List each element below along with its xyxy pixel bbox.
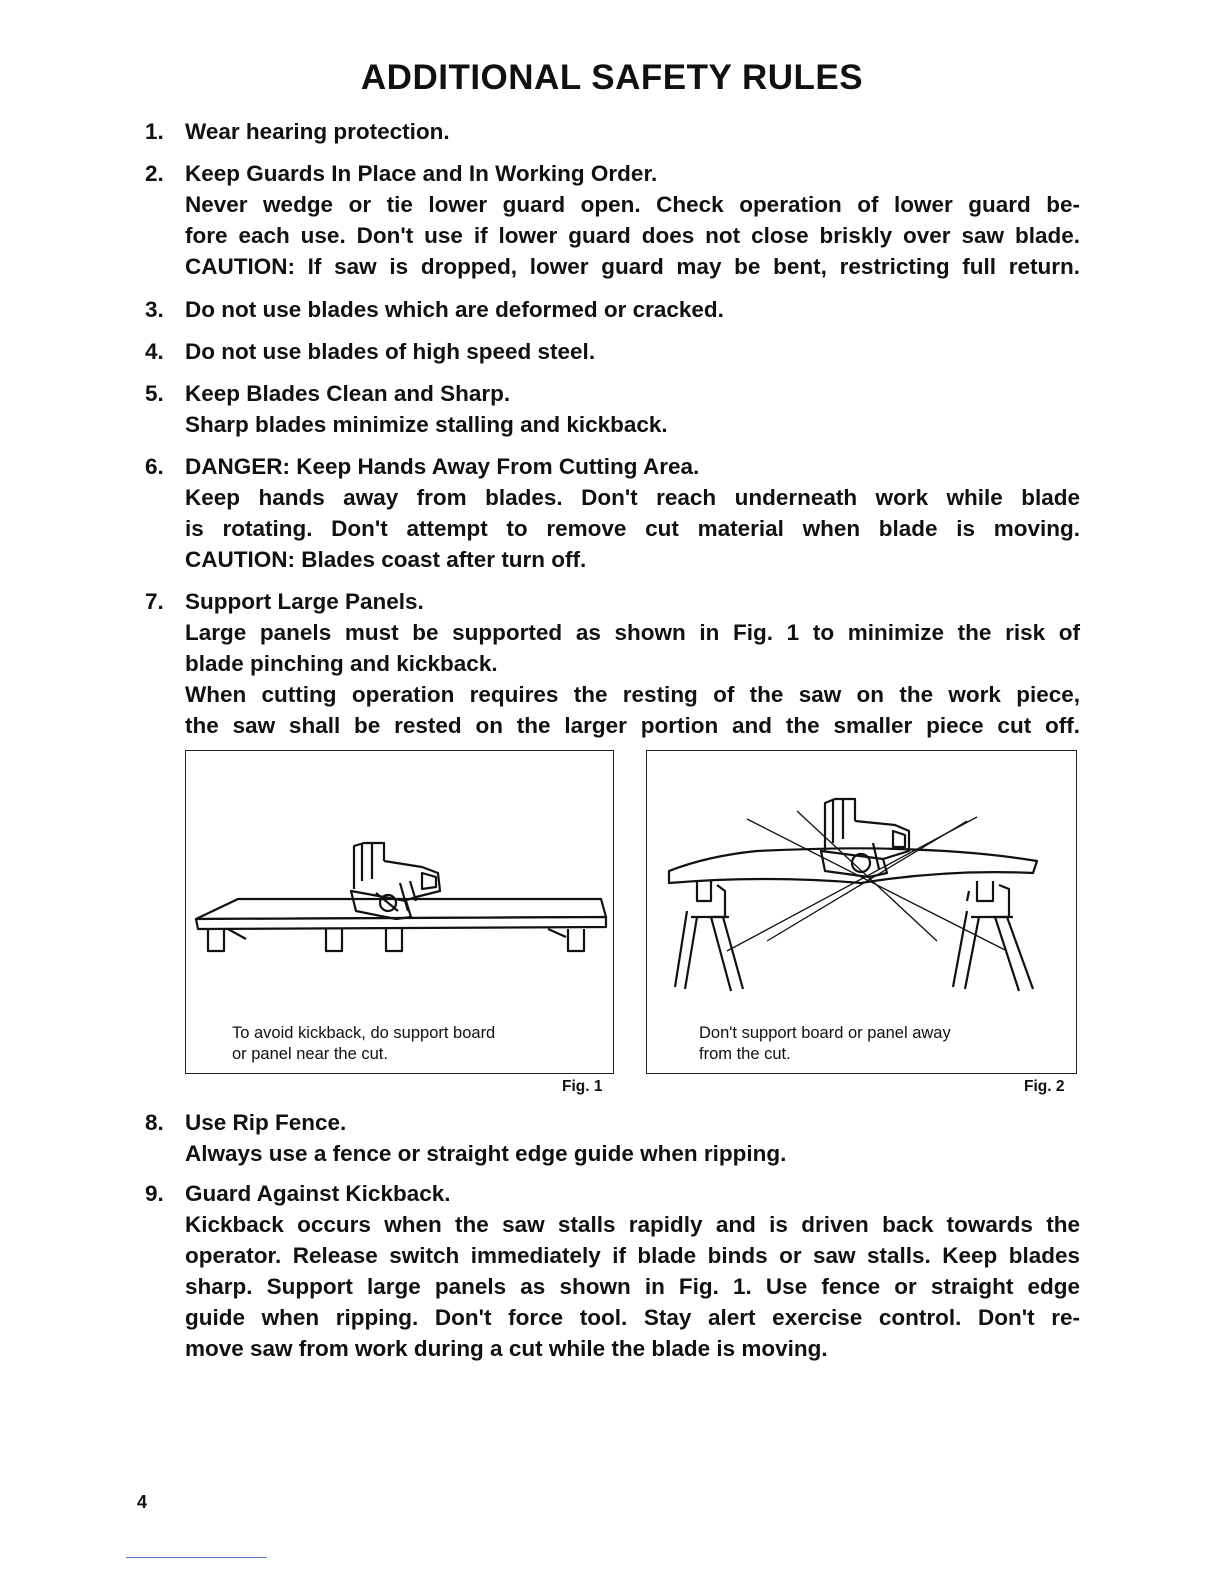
rule-text-line: Large panels must be supported as shown in Fig. 1 to minimize the risk of <box>185 620 1080 645</box>
figure-2-caption-line: Don't support board or panel away <box>699 1024 951 1042</box>
rule-text-line: CAUTION: If saw is dropped, lower guard may be bent, restricting full return. <box>185 254 1080 279</box>
rule-text-line: Keep hands away from blades. Don't reach underneath work while blade <box>185 485 1080 510</box>
rule-text-line: move saw from work during a cut while the blade is moving. <box>185 1336 828 1361</box>
rule-number: 9. <box>145 1181 164 1206</box>
rule-text-line: guide when ripping. Don't force tool. Stay alert exercise control. Don't re- <box>185 1305 1080 1330</box>
rule-number: 1. <box>145 119 164 144</box>
rule-text-line: When cutting operation requires the resting of the saw on the work piece, <box>185 682 1080 707</box>
page-title: ADDITIONAL SAFETY RULES <box>360 58 864 97</box>
figure-2-caption-line: from the cut. <box>699 1045 791 1063</box>
rule-heading: Do not use blades which are deformed or cracked. <box>185 297 724 322</box>
figure-1-label: Fig. 1 <box>562 1078 603 1095</box>
rule-number: 8. <box>145 1110 164 1135</box>
rule-heading: Wear hearing protection. <box>185 119 450 144</box>
rule-text-line: fore each use. Don't use if lower guard does not close briskly over saw blade. <box>185 223 1080 248</box>
rule-text-line: Kickback occurs when the saw stalls rapidly and is driven back towards the <box>185 1212 1080 1237</box>
rule-text-line: Sharp blades minimize stalling and kickback. <box>185 412 668 437</box>
rule-heading: Guard Against Kickback. <box>185 1181 451 1206</box>
rule-heading: Keep Blades Clean and Sharp. <box>185 381 511 406</box>
rule-number: 7. <box>145 589 164 614</box>
figure-2-box <box>646 750 1077 1074</box>
rule-number: 3. <box>145 297 164 322</box>
figure-1-box <box>185 750 614 1074</box>
rule-heading: Do not use blades of high speed steel. <box>185 339 596 364</box>
rule-text-line: Never wedge or tie lower guard open. Check operation of lower guard be- <box>185 192 1080 217</box>
rule-number: 6. <box>145 454 164 479</box>
rule-number: 5. <box>145 381 164 406</box>
rule-text-line: is rotating. Don't attempt to remove cut material when blade is moving. <box>185 516 1080 541</box>
rule-heading: Use Rip Fence. <box>185 1110 347 1135</box>
figure-1-caption-line: or panel near the cut. <box>232 1045 388 1063</box>
rule-number: 4. <box>145 339 164 364</box>
rule-text-line: sharp. Support large panels as shown in Fig. 1. Use fence or straight edge <box>185 1274 1080 1299</box>
rule-heading: DANGER: Keep Hands Away From Cutting Area. <box>185 454 700 479</box>
figure-2-label: Fig. 2 <box>1024 1078 1065 1095</box>
page-number: 4 <box>137 1492 148 1512</box>
rule-heading: Support Large Panels. <box>185 589 424 614</box>
rule-text-line: CAUTION: Blades coast after turn off. <box>185 547 587 572</box>
footer-divider <box>126 1557 267 1558</box>
figure-2-caption <box>699 1023 951 1065</box>
rule-text-line: the saw shall be rested on the larger portion and the smaller piece cut off. <box>185 713 1080 738</box>
rule-heading: Keep Guards In Place and In Working Order. <box>185 161 658 186</box>
rule-text-line: blade pinching and kickback. <box>185 651 498 676</box>
rule-text-line: Always use a fence or straight edge guide when ripping. <box>185 1141 787 1166</box>
rule-number: 2. <box>145 161 164 186</box>
figure-1-caption-line: To avoid kickback, do support board <box>232 1024 496 1042</box>
rule-text-line: operator. Release switch immediately if blade binds or saw stalls. Keep blades <box>185 1243 1080 1268</box>
figure-1-caption <box>232 1023 495 1065</box>
